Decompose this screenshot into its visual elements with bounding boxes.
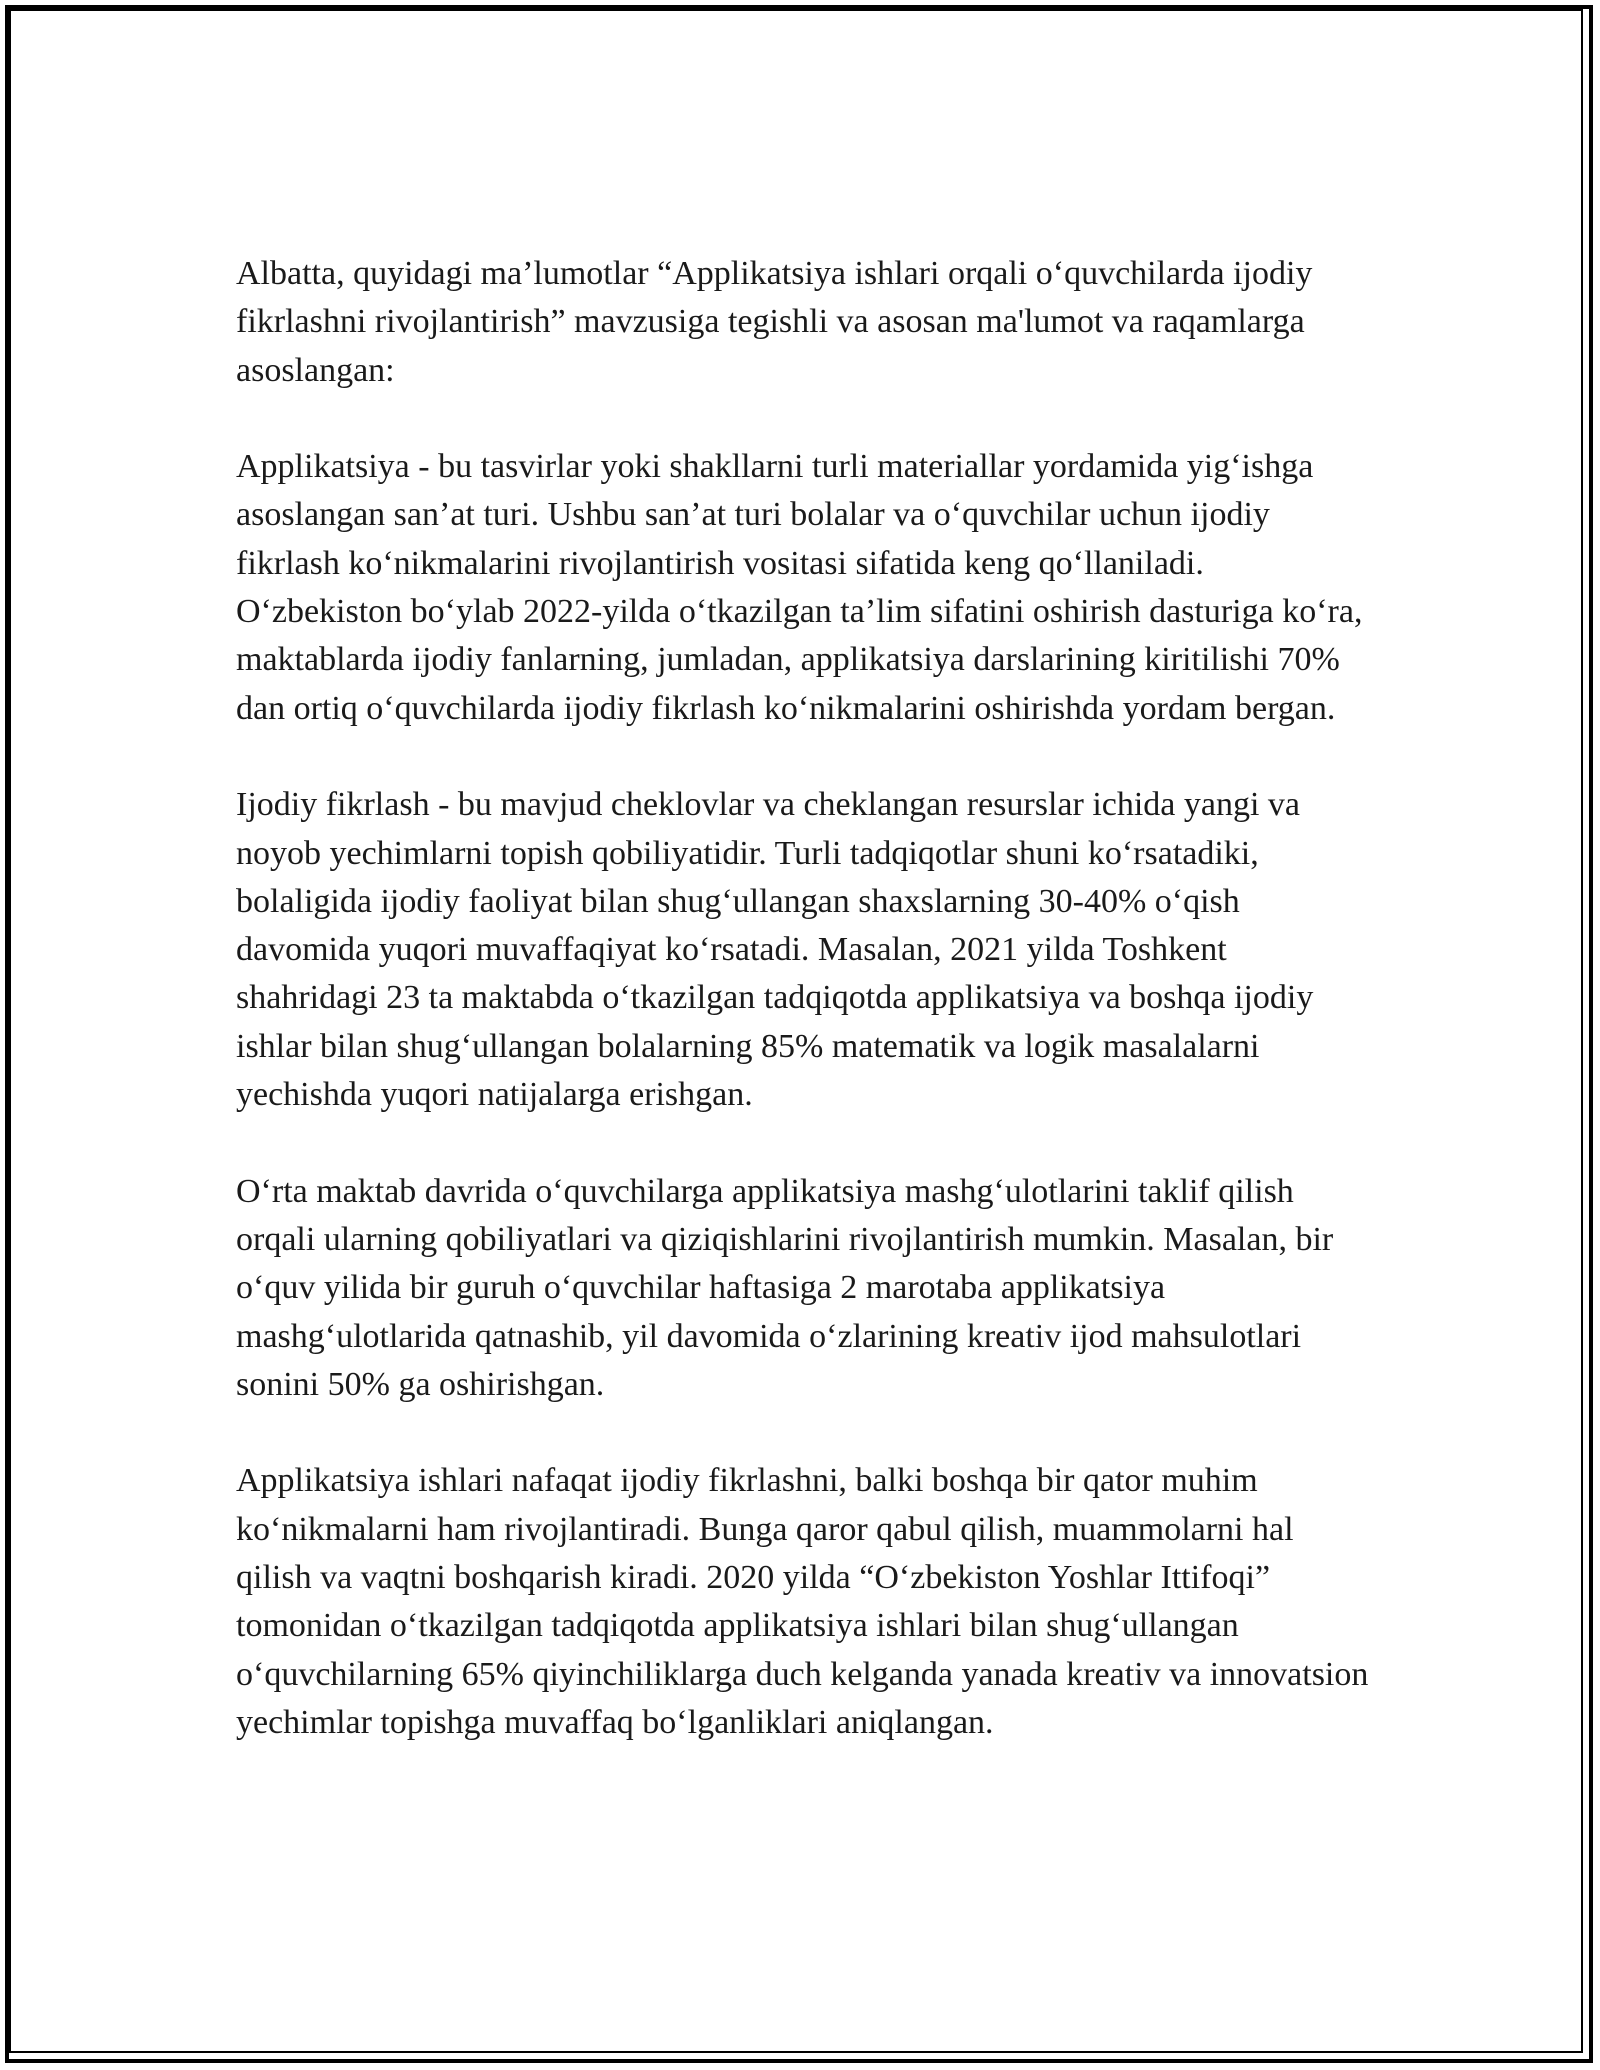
paragraph-middle-school: O‘rta maktab davrida o‘quvchilarga applikatsiya mashg‘ulotlarini taklif qilish orqali ularning qobiliyatlari va qiziqishlarini rivojlantirish mumkin. Masalan, bir o‘quv yilida bir guruh o‘quvchilar haftasiga 2 marotaba applikatsiya mashg‘ulotlarida qatnashib, yil davomida o‘zlarining kreativ ijod mahsulotlari sonini 50% ga oshirishgan.: [236, 1172, 1334, 1403]
document-body: [236, 250, 1376, 1747]
paragraph-creative-thinking: Ijodiy fikrlash - bu mavjud cheklovlar va cheklangan resurslar ichida yangi va noyob yechimlarni topish qobiliyatidir. Turli tadqiqotlar shuni ko‘rsatadiki, bolaligida ijodiy faoliyat bilan shug‘ullangan shaxslarning 30-40% o‘qish davomida yuqori muvaffaqiyat ko‘rsatadi. Masalan, 2021 yilda Toshkent shahridagi 23 ta maktabda o‘tkazilgan tadqiqotda applikatsiya va boshqa ijodiy ishlar bilan shug‘ullangan bolalarning 85% matematik va logik masalalarni yechishda yuqori natijalarga erishgan.: [236, 786, 1314, 1114]
paragraph-other-skills: Applikatsiya ishlari nafaqat ijodiy fikrlashni, balki boshqa bir qator muhim ko‘nikmalarni ham rivojlantiradi. Bunga qaror qabul qilish, muammolarni hal qilish va vaqtni boshqarish kiradi. 2020 yilda “O‘zbekiston Yoshlar Ittifoqi” tomonidan o‘tkazilgan tadqiqotda applikatsiya ishlari bilan shug‘ullangan o‘quvchilarning 65% qiyinchiliklarga duch kelganda yanada kreativ va innovatsion yechimlar topishga muvaffaq bo‘lganliklari aniqlangan.: [236, 1462, 1369, 1741]
paragraph-intro: Albatta, quyidagi ma’lumotlar “Applikatsiya ishlari orqali o‘quvchilarda ijodiy fikrlashni rivojlantirish” mavzusiga tegishli va asosan ma'lumot va raqamlarga asoslangan:: [236, 255, 1313, 389]
paragraph-applikatsiya-definition: Applikatsiya - bu tasvirlar yoki shakllarni turli materiallar yordamida yig‘ishga asoslangan san’at turi. Ushbu san’at turi bolalar va o‘quvchilar uchun ijodiy fikrlash ko‘nikmalarini rivojlantirish vositasi sifatida keng qo‘llaniladi. O‘zbekiston bo‘ylab 2022-yilda o‘tkazilgan ta’lim sifatini oshirish dasturiga ko‘ra, maktablarda ijodiy fanlarning, jumladan, applikatsiya darslarining kiritilishi 70% dan ortiq o‘quvchilarda ijodiy fikrlash ko‘nikmalarini oshirishda yordam bergan.: [236, 448, 1363, 727]
